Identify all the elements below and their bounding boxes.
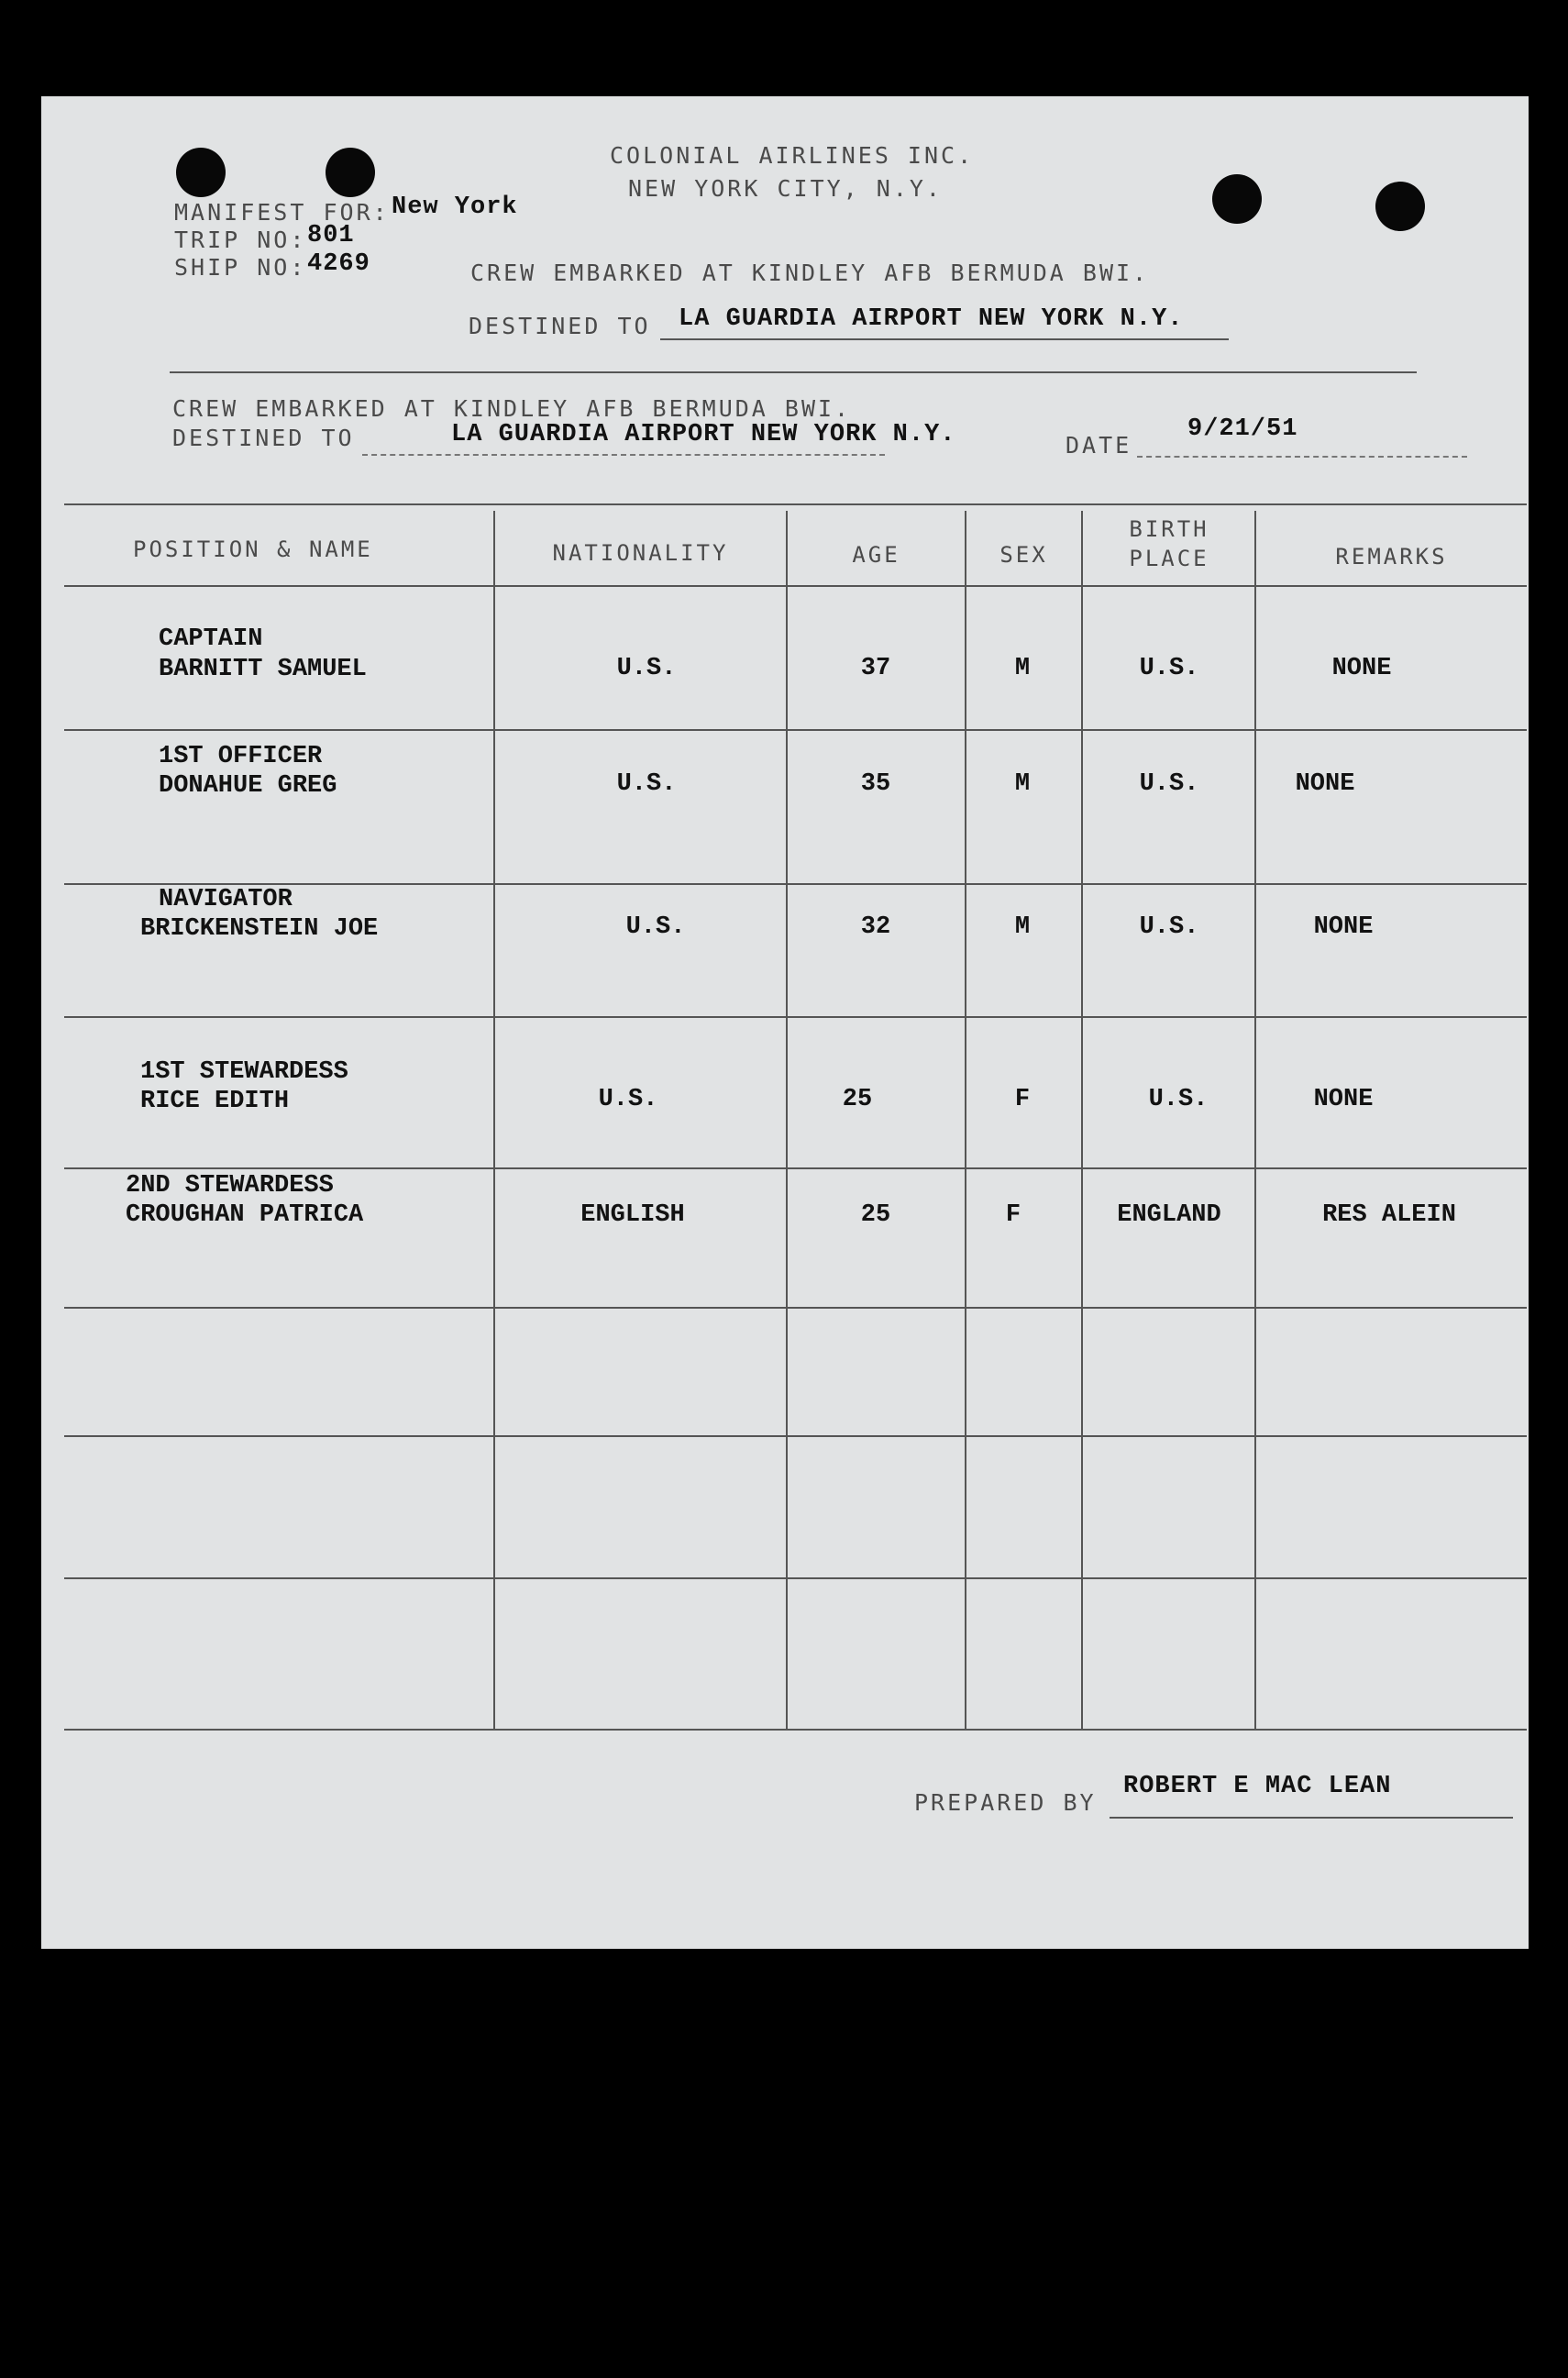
prepared-by-label: PREPARED BY (914, 1789, 1097, 1816)
row-rule (64, 1307, 1527, 1309)
crew-position: 1ST STEWARDESS (140, 1058, 348, 1086)
crew-birth-place: U.S. (1148, 1086, 1209, 1113)
row-rule (64, 1016, 1527, 1018)
destined-to-label-1: DESTINED TO (469, 313, 651, 339)
destined-to-label-2: DESTINED TO (172, 425, 355, 451)
column-rule (1081, 511, 1083, 1729)
col-header-age: AGE (852, 542, 900, 568)
column-rule (786, 511, 788, 1729)
column-rule (493, 511, 495, 1729)
crew-age: 37 (860, 655, 891, 682)
crew-remarks: RES ALEIN (1322, 1201, 1456, 1229)
manifest-for-value: New York (392, 194, 518, 221)
trip-no-value: 801 (307, 222, 355, 249)
prepared-by-value: ROBERT E MAC LEAN (1123, 1773, 1392, 1800)
punch-hole-left-1 (176, 148, 226, 197)
crew-nationality: U.S. (616, 655, 677, 682)
company-city: NEW YORK CITY, N.Y. (628, 175, 943, 202)
crew-embarked-line-2: CREW EMBARKED AT KINDLEY AFB BERMUDA BWI. (172, 395, 852, 422)
crew-name: RICE EDITH (140, 1088, 290, 1115)
table-header-rule (64, 585, 1527, 587)
column-rule (965, 511, 966, 1729)
crew-nationality: U.S. (598, 1086, 658, 1113)
date-underline (1137, 456, 1467, 458)
crew-age: 35 (860, 770, 891, 798)
punch-hole-left-2 (326, 148, 375, 197)
crew-remarks: NONE (1313, 1086, 1374, 1113)
destined-to-value-1: LA GUARDIA AIRPORT NEW YORK N.Y. (679, 305, 1184, 333)
crew-embarked-line-1: CREW EMBARKED AT KINDLEY AFB BERMUDA BWI. (470, 260, 1150, 286)
row-rule (64, 1577, 1527, 1579)
crew-name: BRICKENSTEIN JOE (140, 915, 379, 943)
crew-position: CAPTAIN (159, 625, 263, 653)
crew-birth-place: U.S. (1139, 655, 1199, 682)
row-rule (64, 1435, 1527, 1437)
crew-age: 25 (842, 1086, 873, 1113)
crew-name: DONAHUE GREG (159, 772, 337, 800)
punch-hole-right-2 (1375, 182, 1425, 231)
crew-birth-place: U.S. (1139, 913, 1199, 941)
destined-to-value-2: LA GUARDIA AIRPORT NEW YORK N.Y. (451, 421, 956, 448)
ship-no-label: SHIP NO: (174, 254, 307, 281)
table-bottom-rule (64, 1729, 1527, 1731)
table-top-rule (64, 503, 1527, 505)
header-divider (170, 371, 1417, 373)
crew-position: 1ST OFFICER (159, 743, 323, 770)
manifest-for-label: MANIFEST FOR: (174, 199, 390, 226)
crew-name: BARNITT SAMUEL (159, 656, 367, 683)
crew-remarks: NONE (1331, 655, 1392, 682)
row-rule (64, 729, 1527, 731)
crew-birth-place: ENGLAND (1117, 1201, 1221, 1229)
col-header-position-name: POSITION & NAME (133, 536, 373, 562)
crew-nationality: U.S. (616, 770, 677, 798)
crew-nationality: ENGLISH (580, 1201, 685, 1229)
crew-position: NAVIGATOR (159, 886, 293, 913)
date-value: 9/21/51 (1187, 415, 1298, 443)
crew-sex: M (1014, 913, 1031, 941)
punch-hole-right-1 (1212, 174, 1262, 224)
crew-sex: F (1005, 1201, 1021, 1229)
crew-sex: F (1014, 1086, 1031, 1113)
col-header-nationality: NATIONALITY (552, 540, 729, 566)
crew-nationality: U.S. (625, 913, 686, 941)
crew-sex: M (1014, 655, 1031, 682)
col-header-birth-place: BIRTH PLACE (1129, 516, 1209, 571)
row-rule (64, 1167, 1527, 1169)
col-header-sex: SEX (999, 542, 1048, 568)
crew-birth-place: U.S. (1139, 770, 1199, 798)
destined-underline-1 (660, 338, 1229, 340)
col-header-remarks: REMARKS (1335, 544, 1448, 570)
crew-age: 25 (860, 1201, 891, 1229)
destined-underline-2 (362, 454, 885, 456)
prepared-by-underline (1110, 1817, 1513, 1819)
date-label: DATE (1066, 432, 1132, 459)
crew-sex: M (1014, 770, 1031, 798)
ship-no-value: 4269 (307, 250, 370, 278)
crew-name: CROUGHAN PATRICA (126, 1201, 364, 1229)
trip-no-label: TRIP NO: (174, 227, 307, 253)
crew-remarks: NONE (1313, 913, 1374, 941)
crew-remarks: NONE (1295, 770, 1355, 798)
column-rule (1254, 511, 1256, 1729)
manifest-page (41, 96, 1529, 1949)
crew-position: 2ND STEWARDESS (126, 1172, 334, 1200)
crew-age: 32 (860, 913, 891, 941)
company-name: COLONIAL AIRLINES INC. (610, 142, 975, 169)
